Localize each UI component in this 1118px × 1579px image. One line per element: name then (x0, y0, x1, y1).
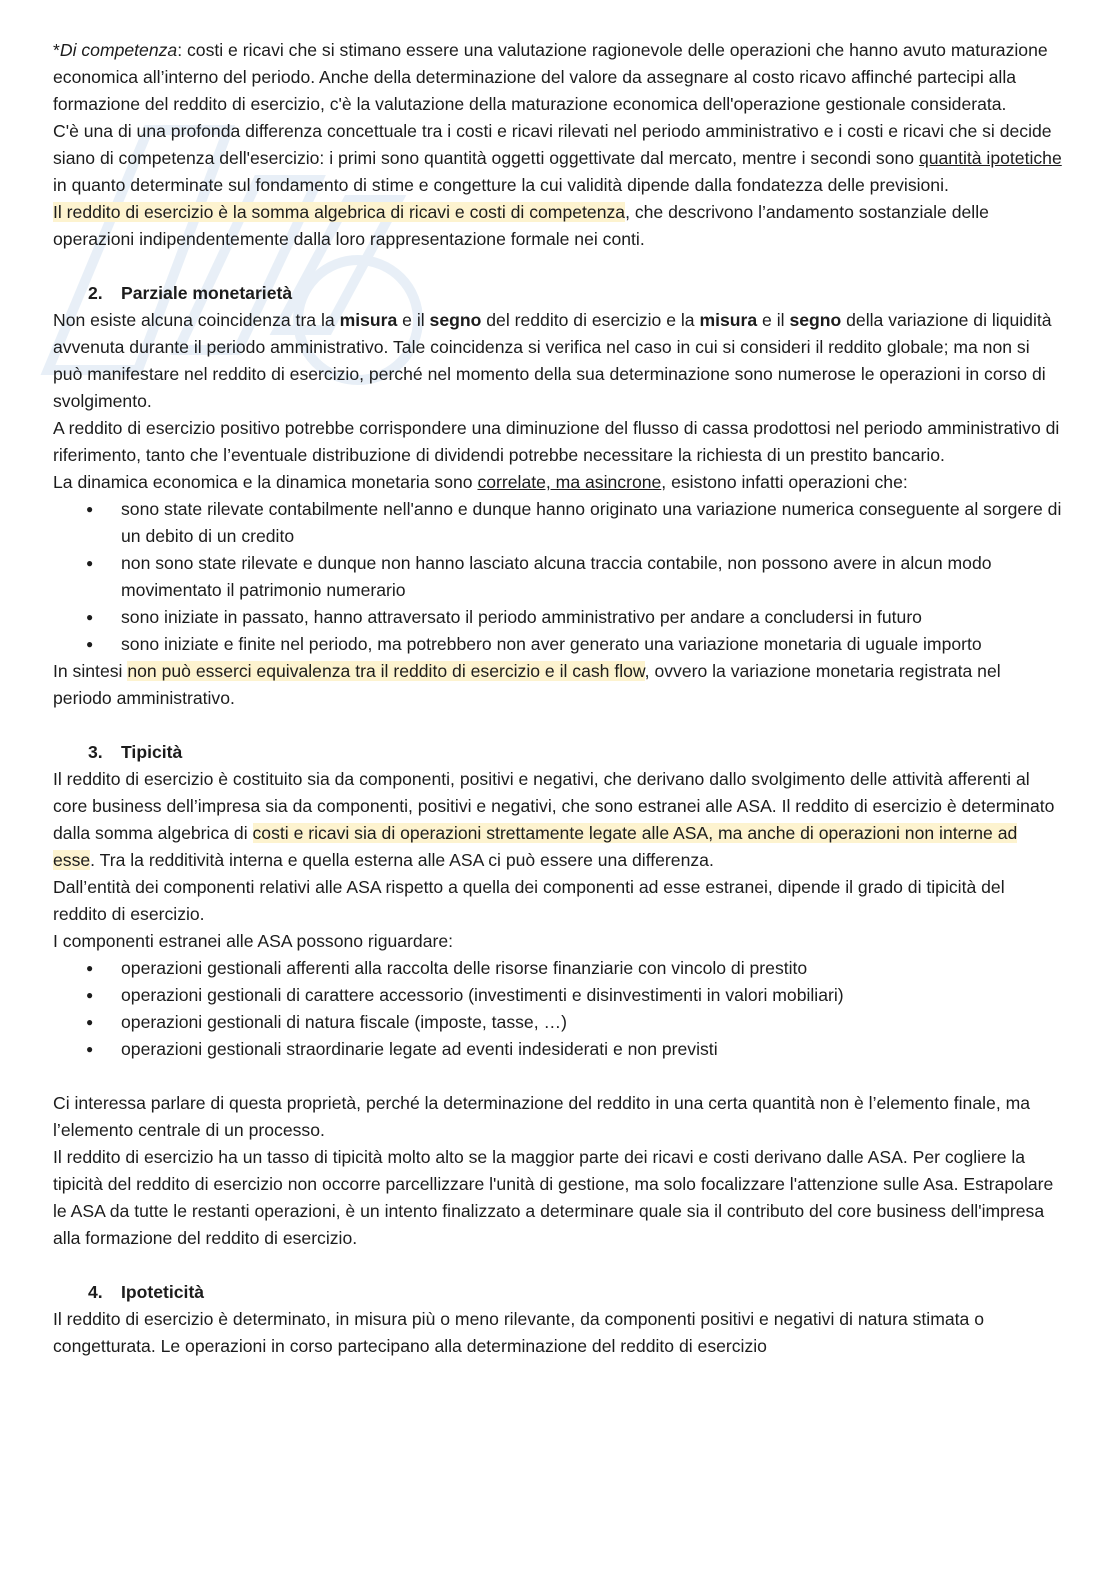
section-3-heading: 3. Tipicità (88, 742, 183, 762)
underlined-quantita-ipotetiche: quantità ipotetiche (918, 148, 1062, 168)
section-3-paragraph-1: Il reddito di esercizio è costituito sia da componenti, positivi e negativi, che derivano dallo svolgimento delle attività afferenti al core business dell’impresa sia da componenti, positivi e negativi, che sono estranei alle ASA. Il reddito di esercizio è determinato dalla somma algebrica di costi e ricavi sia di operazioni strettamente legate alle ASA, ma anche di operazioni non interne ad esse. Tra la redditività interna e quella esterna alle ASA ci può essere una differenza. (53, 769, 1055, 870)
list-item: ● operazioni gestionali di natura fiscale (imposte, tasse, …) (53, 1009, 1063, 1036)
section-2-heading: 2. Parziale monetarietà (88, 283, 293, 303)
section-2-paragraph-3: La dinamica economica e la dinamica monetaria sono correlate, ma asincrone, esistono infatti operazioni che: (53, 472, 908, 492)
intro-paragraph-3: Il reddito di esercizio è la somma algebrica di ricavi e costi di competenza, che descrivono l’andamento sostanziale delle operazioni indipendentemente dalla loro rappresentazione formale nei conti. (53, 202, 989, 249)
section-4-heading: 4. Ipoteticità (88, 1282, 205, 1302)
highlight-definition: Il reddito di esercizio è la somma algebrica di ricavi e costi di competenza (53, 202, 626, 222)
list-item: ● operazioni gestionali straordinarie legate ad eventi indesiderati e non previsti (53, 1036, 1063, 1063)
section-3-paragraph-4: Ci interessa parlare di questa proprietà, perché la determinazione del reddito in una certa quantità non è l’elemento finale, ma l’elemento centrale di un processo. (53, 1093, 1031, 1140)
section-2-bullet-list (53, 496, 1063, 658)
section-4-paragraph-1: Il reddito di esercizio è determinato, in misura più o meno rilevante, da componenti positivi e negativi di natura stimata o congetturata. Le operazioni in corso partecipano alla determinazione del reddito di esercizio (53, 1309, 984, 1356)
spacer (53, 1063, 1063, 1090)
list-item: ● operazioni gestionali afferenti alla raccolta delle risorse finanziarie con vincolo di prestito (53, 955, 1063, 982)
list-item: ● sono iniziate in passato, hanno attraversato il periodo amministrativo per andare a concludersi in futuro (53, 604, 1063, 631)
highlight-asa-operations: costi e ricavi sia di operazioni strettamente legate alle ASA, ma anche di operazioni non interne ad esse (53, 823, 1018, 870)
section-3-bullet-list (53, 955, 1063, 1063)
intro-paragraph-2: C'è una di una profonda differenza concettuale tra i costi e ricavi rilevati nel periodo amministrativo e i costi e ricavi che si decide siano di competenza dell'esercizio: i primi sono quantità oggetti oggettivate dal mercato, mentre i secondi sono quantità ipotetiche in quanto determinate sul fondamento di stime e congetture la cui validità dipende dalla fondatezza delle previsioni. (53, 121, 1062, 195)
section-2-paragraph-4: In sintesi non può esserci equivalenza tra il reddito di esercizio e il cash flow, ovvero la variazione monetaria registrata nel periodo amministrativo. (53, 661, 1001, 708)
section-2-paragraph-2: A reddito di esercizio positivo potrebbe corrispondere una diminuzione del flusso di cassa prodottosi nel periodo amministrativo di riferimento, tanto che l’eventuale distribuzione di dividendi potrebbe necessitare la richiesta di un prestito bancario. (53, 418, 1060, 465)
highlight-cash-flow: non può esserci equivalenza tra il reddito di esercizio e il cash flow (127, 661, 645, 681)
list-item: ● sono iniziate e finite nel periodo, ma potrebbero non aver generato una variazione monetaria di uguale importo (53, 631, 1063, 658)
term-competenza: Di competenza (59, 40, 178, 60)
list-item: ● operazioni gestionali di carattere accessorio (investimenti e disinvestimenti in valori mobiliari) (53, 982, 1063, 1009)
document-content (53, 37, 1063, 1360)
underlined-correlate-asincrone: correlate, ma asincrone (477, 472, 662, 492)
section-2-paragraph-1: Non esiste alcuna coincidenza tra la misura e il segno del reddito di esercizio e la misura e il segno della variazione di liquidità avvenuta durante il periodo amministrativo. Tale coincidenza si verifica nel caso in cui si consideri il reddito globale; ma non si può manifestare nel reddito di esercizio, perché nel momento della sua determinazione sono numerose le operazioni in corso di svolgimento. (53, 310, 1052, 411)
intro-paragraph-1: *Di competenza: costi e ricavi che si stimano essere una valutazione ragionevole delle operazioni che hanno avuto maturazione economica all’interno del periodo. Anche della determinazione del valore da assegnare al costo ricavo affinché partecipi alla formazione del reddito di esercizio, c'è la valutazione della maturazione economica dell'operazione gestionale considerata. (53, 40, 1048, 114)
section-3-paragraph-5: Il reddito di esercizio ha un tasso di tipicità molto alto se la maggior parte dei ricavi e costi derivano dalle ASA. Per cogliere la tipicità del reddito di esercizio non occorre parcellizzare l'unità di gestione, ma solo focalizzare l'attenzione sulle Asa. Estrapolare le ASA da tutte le restanti operazioni, è un intento finalizzato a determinare quale sia il contributo del core business dell'impresa alla formazione del reddito di esercizio. (53, 1147, 1054, 1248)
section-3-paragraph-2: Dall’entità dei componenti relativi alle ASA rispetto a quella dei componenti ad esse estranei, dipende il grado di tipicità del reddito di esercizio. (53, 877, 1005, 924)
list-item: ● non sono state rilevate e dunque non hanno lasciato alcuna traccia contabile, non possono avere in alcun modo movimentato il patrimonio numerario (53, 550, 1063, 604)
section-3-paragraph-3: I componenti estranei alle ASA possono riguardare: (53, 931, 454, 951)
list-item: ● sono state rilevate contabilmente nell'anno e dunque hanno originato una variazione numerica conseguente al sorgere di un debito di un credito (53, 496, 1063, 550)
